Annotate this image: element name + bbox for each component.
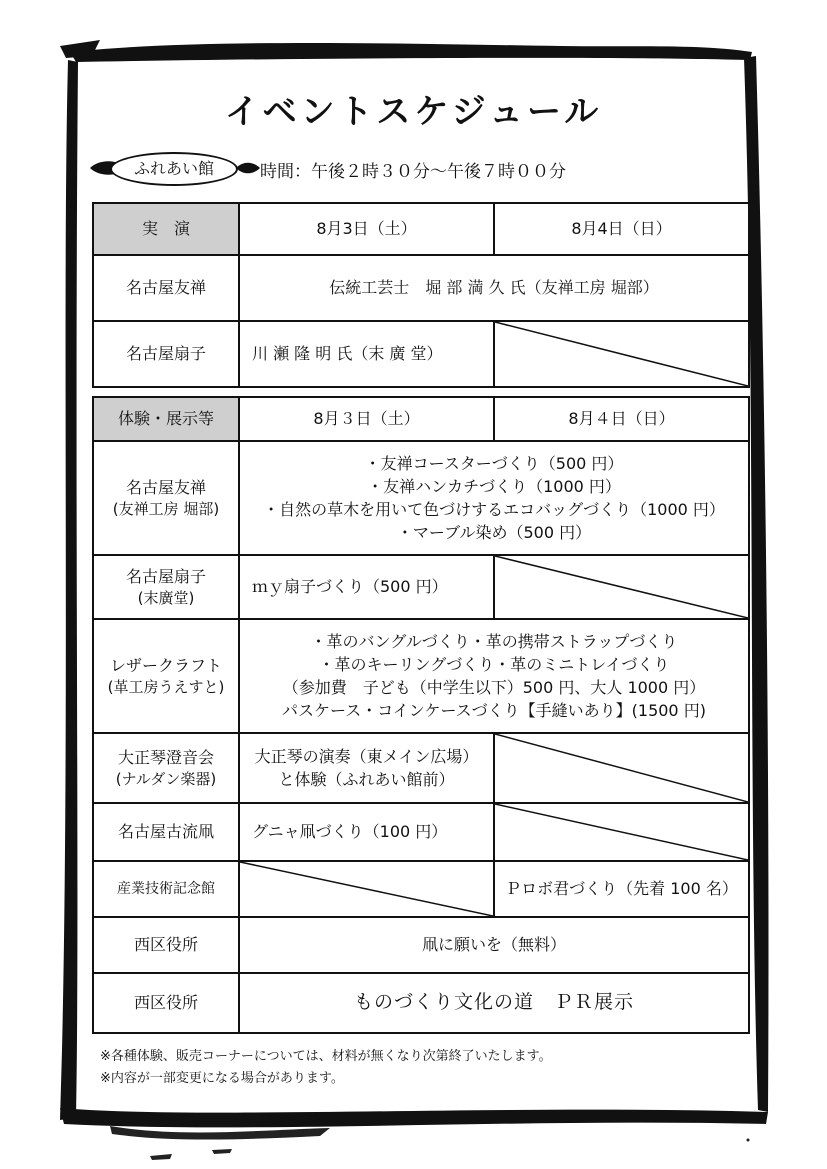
row-name: 大正琴澄音会 xyxy=(117,747,214,767)
row-day2: Ｐロボ君づくり（先着 100 名） xyxy=(494,861,749,917)
content-line: ・マーブル染め（500 円） xyxy=(396,523,592,543)
header-label: 実 演 xyxy=(93,203,239,255)
experience-table xyxy=(92,396,750,1034)
table-row xyxy=(93,861,749,917)
page-title: イベントスケジュール xyxy=(224,92,603,132)
table-row xyxy=(93,321,749,387)
header-date1: 8月3日（土） xyxy=(239,203,494,255)
table-row xyxy=(93,973,749,1033)
row-name: 西区役所 xyxy=(93,917,239,973)
content-line: ・友禅ハンカチづくり（1000 円） xyxy=(367,476,621,496)
content-line: ・革のキーリングづくり・革のミニトレイづくり xyxy=(318,654,670,674)
note-line: ※各種体験、販売コーナーについては、材料が無くなり次第終了いたします。 xyxy=(100,1049,552,1064)
row-content: 凧に願いを（無料） xyxy=(239,917,749,973)
content-line: （参加費 子ども（中学生以下）500 円、大人 1000 円） xyxy=(282,678,706,697)
row-name: 名古屋古流凧 xyxy=(93,803,239,861)
row-sub: (革工房うえすと) xyxy=(107,677,225,696)
header-date1: 8月３日（土） xyxy=(239,397,494,441)
content-line: 大正琴の演奏（東メイン広場） xyxy=(254,746,479,766)
content-line: ・自然の草木を用いて色づけするエコバッグづくり（1000 円） xyxy=(263,500,725,519)
row-day1 xyxy=(239,733,494,803)
content-line: パスケース・コインケースづくり【手縫いあり】(1500 円) xyxy=(282,701,706,721)
demo-table xyxy=(92,202,750,388)
row-sub: (末廣堂) xyxy=(137,588,195,607)
row-content xyxy=(239,619,749,733)
brush-mark-icon xyxy=(236,160,260,176)
empty-cell-slash xyxy=(239,861,494,917)
row-content: ものづくり文化の道 ＰＲ展示 xyxy=(239,973,749,1033)
row-name: 西区役所 xyxy=(93,973,239,1033)
row-name: 名古屋友禅 xyxy=(125,477,206,497)
row-name: 名古屋友禅 xyxy=(93,255,239,321)
row-name: 産業技術記念館 xyxy=(93,861,239,917)
row-name-cell xyxy=(93,733,239,803)
content-line: ・革のバングルづくり・革の携帯ストラップづくり xyxy=(310,631,678,651)
table-row xyxy=(93,733,749,803)
row-name: レザークラフト xyxy=(109,655,222,675)
table-header-row xyxy=(93,397,749,441)
empty-cell-slash xyxy=(494,733,749,803)
venue-badge: ふれあい館 xyxy=(110,152,238,186)
row-name-cell xyxy=(93,619,239,733)
table-row xyxy=(93,255,749,321)
row-name: 名古屋扇子 xyxy=(125,566,206,586)
header-date2: 8月4日（日） xyxy=(494,203,749,255)
content-line: ・友禅コースターづくり（500 円） xyxy=(364,453,624,473)
row-name: 名古屋扇子 xyxy=(93,321,239,387)
empty-cell-slash xyxy=(494,321,749,387)
header-date2: 8月４日（日） xyxy=(494,397,749,441)
row-sub: (ナルダン楽器) xyxy=(115,769,217,788)
table-row xyxy=(93,803,749,861)
row-name-cell xyxy=(93,555,239,619)
row-sub: (友禅工房 堀部) xyxy=(112,499,220,518)
empty-cell-slash xyxy=(494,555,749,619)
table-header-row xyxy=(93,203,749,255)
venue-row xyxy=(96,150,736,190)
table-row xyxy=(93,619,749,733)
row-name-cell xyxy=(93,441,239,555)
row-day1: グニャ凧づくり（100 円） xyxy=(239,803,494,861)
header-label: 体験・展示等 xyxy=(93,397,239,441)
row-content: 伝統工芸士 堀 部 満 久 氏（友禅工房 堀部） xyxy=(239,255,749,321)
table-row xyxy=(93,555,749,619)
venue-time: 時間：午後２時３０分～午後７時００分 xyxy=(260,162,566,182)
table-row xyxy=(93,917,749,973)
notes xyxy=(100,1046,552,1090)
row-day1: 川 瀬 隆 明 氏（末 廣 堂） xyxy=(239,321,494,387)
row-content xyxy=(239,441,749,555)
content-line: と体験（ふれあい館前） xyxy=(278,770,455,789)
table-row xyxy=(93,441,749,555)
empty-cell-slash xyxy=(494,803,749,861)
note-line: ※内容が一部変更になる場合があります。 xyxy=(100,1071,344,1086)
row-day1: ｍｙ扇子づくり（500 円） xyxy=(239,555,494,619)
